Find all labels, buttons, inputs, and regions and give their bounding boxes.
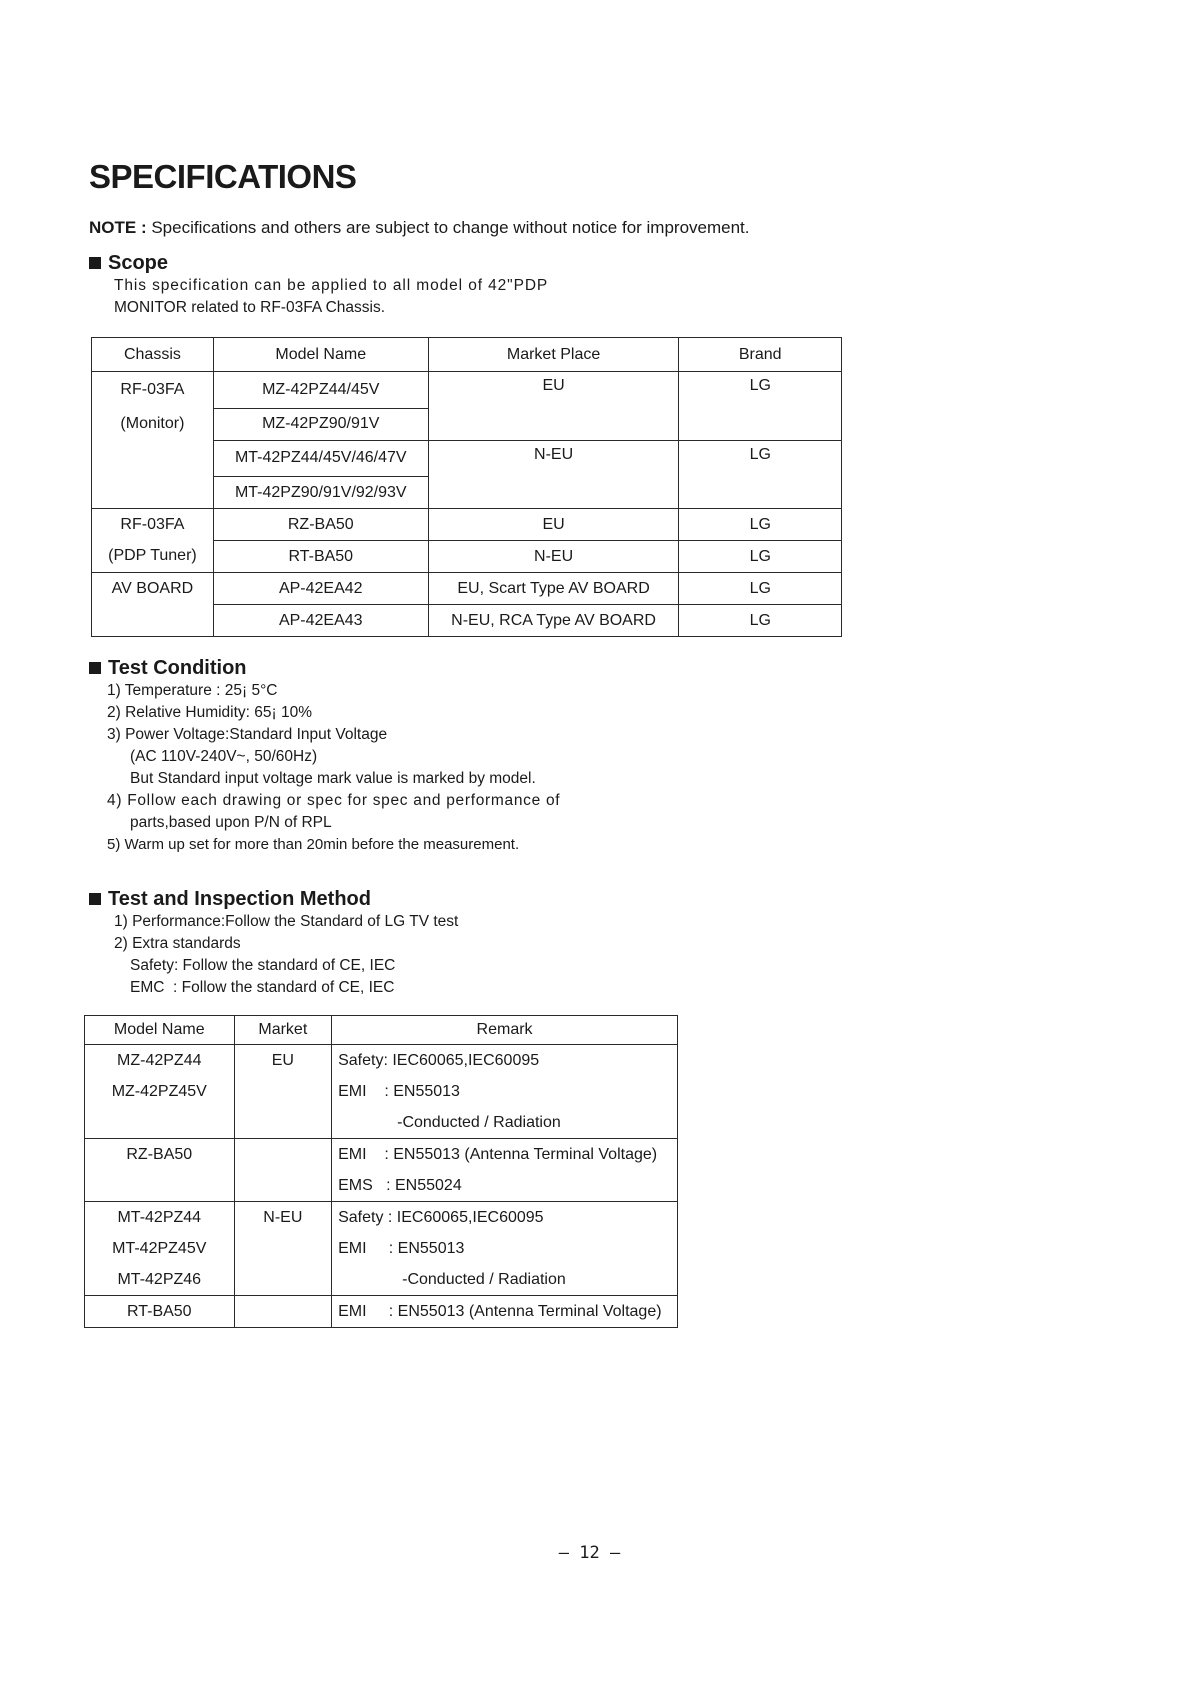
test-condition-heading-label: Test Condition: [108, 657, 247, 679]
model-cell: MT-42PZ45V: [85, 1233, 235, 1264]
standards-table: [84, 1015, 678, 1328]
col-header-model-name: Model Name: [213, 338, 428, 372]
note: [89, 218, 750, 238]
model-cell-empty: [85, 1170, 235, 1202]
model-cell: AP-42EA42: [213, 573, 428, 605]
market-cell: EU: [428, 372, 679, 409]
chassis-cell-empty: [92, 440, 214, 477]
model-cell: MT-42PZ46: [85, 1264, 235, 1296]
market-cell-empty: [234, 1233, 332, 1264]
market-cell: N-EU: [234, 1202, 332, 1234]
model-cell: MZ-42PZ44/45V: [213, 372, 428, 409]
test-condition-heading: [89, 657, 247, 680]
col-header-chassis: Chassis: [92, 338, 214, 372]
inspection-line: Safety: Follow the standard of CE, IEC: [130, 957, 396, 974]
square-bullet-icon: [89, 257, 101, 269]
model-cell: AP-42EA43: [213, 605, 428, 637]
market-cell: N-EU: [428, 541, 679, 573]
model-cell: MT-42PZ90/91V/92/93V: [213, 477, 428, 509]
chassis-table: [91, 337, 842, 637]
brand-cell-empty: [679, 477, 842, 509]
market-cell-empty: [234, 1076, 332, 1107]
market-cell: N-EU, RCA Type AV BOARD: [428, 605, 679, 637]
test-condition-line: 2) Relative Humidity: 65¡ 10%: [107, 704, 313, 721]
chassis-cell-empty: [92, 605, 214, 637]
chassis-cell: AV BOARD: [92, 573, 214, 605]
model-cell: MZ-42PZ45V: [85, 1076, 235, 1107]
model-cell: MT-42PZ44: [85, 1202, 235, 1234]
market-cell-empty: [234, 1264, 332, 1296]
col-header-remark: Remark: [332, 1016, 678, 1045]
market-cell: EU, Scart Type AV BOARD: [428, 573, 679, 605]
test-condition-line: 4) Follow each drawing or spec for spec and performance of: [107, 792, 561, 809]
model-cell: MZ-42PZ44: [85, 1045, 235, 1077]
model-cell: RT-BA50: [85, 1296, 235, 1328]
test-condition-line: parts,based upon P/N of RPL: [130, 814, 332, 831]
scope-heading-label: Scope: [108, 252, 169, 274]
inspection-heading: [89, 888, 371, 911]
remark-cell: EMI : EN55013 (Antenna Terminal Voltage): [332, 1296, 678, 1328]
test-condition-line: 5) Warm up set for more than 20min before the measurement.: [107, 836, 520, 853]
market-cell-empty: [234, 1139, 332, 1171]
remark-cell: -Conducted / Radiation: [332, 1264, 678, 1296]
note-label: NOTE :: [89, 218, 147, 237]
model-cell: RT-BA50: [213, 541, 428, 573]
brand-cell: LG: [679, 509, 842, 541]
brand-cell-empty: [679, 408, 842, 440]
note-text: Specifications and others are subject to change without notice for improvement.: [151, 218, 750, 237]
remark-cell: EMS : EN55024: [332, 1170, 678, 1202]
inspection-line: 1) Performance:Follow the Standard of LG TV test: [114, 913, 459, 930]
market-cell-empty: [234, 1107, 332, 1139]
test-condition-line: But Standard input voltage mark value is marked by model.: [130, 770, 536, 787]
remark-cell: EMI : EN55013: [332, 1076, 678, 1107]
brand-cell: LG: [679, 573, 842, 605]
remark-cell: -Conducted / Radiation: [332, 1107, 678, 1139]
test-condition-line: 1) Temperature : 25¡ 5°C: [107, 682, 278, 699]
brand-cell: LG: [679, 440, 842, 477]
test-condition-line: 3) Power Voltage:Standard Input Voltage: [107, 726, 388, 743]
chassis-cell: RF-03FA: [92, 372, 214, 409]
market-cell-empty: [234, 1296, 332, 1328]
col-header-market: Market: [234, 1016, 332, 1045]
brand-cell: LG: [679, 541, 842, 573]
inspection-heading-label: Test and Inspection Method: [108, 888, 371, 910]
col-header-model-name: Model Name: [85, 1016, 235, 1045]
scope-line-2: MONITOR related to RF-03FA Chassis.: [114, 299, 386, 316]
market-cell-empty: [428, 477, 679, 509]
model-cell: MZ-42PZ90/91V: [213, 408, 428, 440]
market-cell: N-EU: [428, 440, 679, 477]
square-bullet-icon: [89, 662, 101, 674]
remark-cell: EMI : EN55013 (Antenna Terminal Voltage): [332, 1139, 678, 1171]
inspection-line: 2) Extra standards: [114, 935, 241, 952]
chassis-cell-empty: [92, 477, 214, 509]
model-cell: RZ-BA50: [85, 1139, 235, 1171]
col-header-market-place: Market Place: [428, 338, 679, 372]
chassis-cell: (Monitor): [92, 408, 214, 440]
model-cell-empty: [85, 1107, 235, 1139]
chassis-cell: (PDP Tuner): [92, 541, 214, 573]
square-bullet-icon: [89, 893, 101, 905]
remark-cell: Safety: IEC60065,IEC60095: [332, 1045, 678, 1077]
market-cell-empty: [234, 1170, 332, 1202]
chassis-cell: RF-03FA: [92, 509, 214, 541]
remark-cell: Safety : IEC60065,IEC60095: [332, 1202, 678, 1234]
page-title: SPECIFICATIONS: [89, 158, 357, 195]
remark-cell: EMI : EN55013: [332, 1233, 678, 1264]
page-number: – 12 –: [558, 1543, 621, 1563]
market-cell: EU: [428, 509, 679, 541]
scope-heading: [89, 252, 168, 275]
test-condition-line: (AC 110V-240V~, 50/60Hz): [130, 748, 318, 765]
market-cell: EU: [234, 1045, 332, 1077]
brand-cell: LG: [679, 372, 842, 409]
inspection-line: EMC : Follow the standard of CE, IEC: [130, 979, 395, 996]
model-cell: MT-42PZ44/45V/46/47V: [213, 440, 428, 477]
market-cell-empty: [428, 408, 679, 440]
model-cell: RZ-BA50: [213, 509, 428, 541]
brand-cell: LG: [679, 605, 842, 637]
col-header-brand: Brand: [679, 338, 842, 372]
scope-line-1: This specification can be applied to all model of 42"PDP: [114, 277, 549, 294]
